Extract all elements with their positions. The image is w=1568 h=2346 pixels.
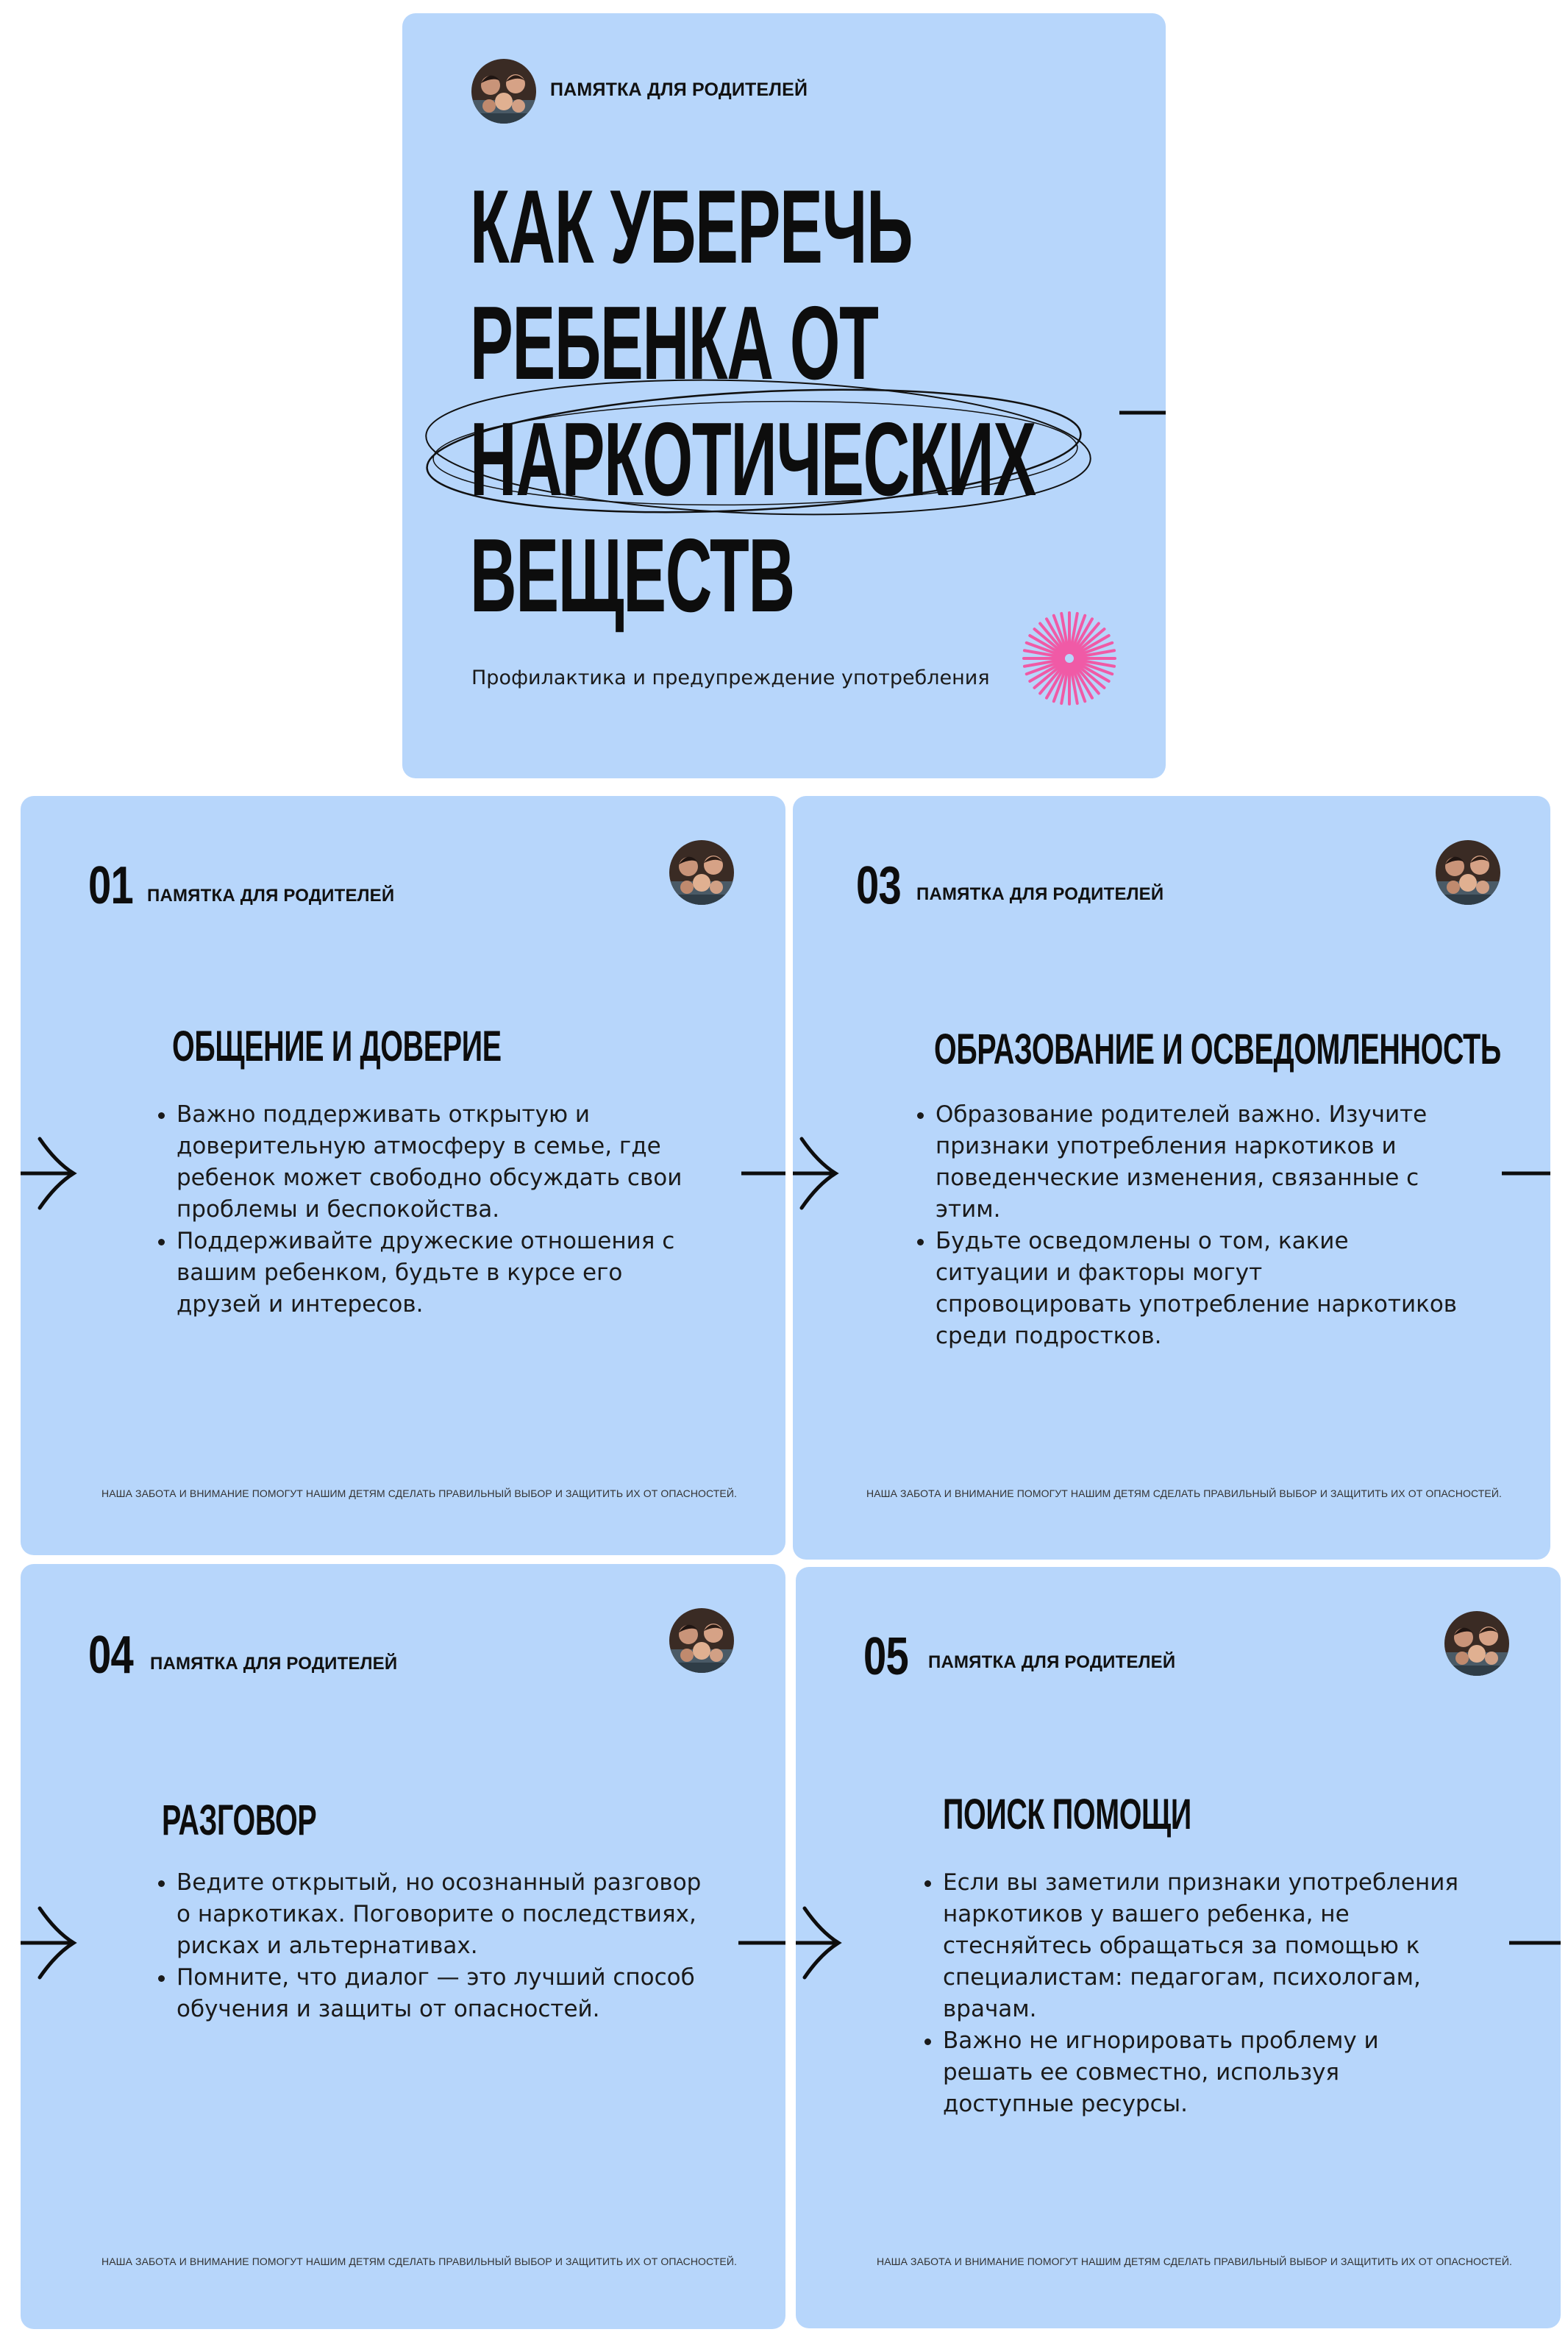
starburst-icon [1022,611,1117,706]
family-avatar [669,840,734,905]
cover-title [470,169,1036,634]
card-brand: ПАМЯТКА ДЛЯ РОДИТЕЛЕЙ [928,1652,1176,1672]
family-avatar [1436,840,1500,905]
card-bullets [154,1099,691,1320]
card-number: 05 [863,1627,908,1686]
card-footer: НАША ЗАБОТА И ВНИМАНИЕ ПОМОГУТ НАШИМ ДЕТЯМ СДЕЛАТЬ ПРАВИЛЬНЫЙ ВЫБОР И ЗАЩИТИТЬ ИХ ОТ ОПАСНОСТЕЙ. [101,2256,738,2267]
dash-icon [1509,1941,1561,1945]
list-item: • Образование родителей важно. Изучите признаки употребления наркотиков и поведенческие изменения, связанные с этим. [936,1099,1465,1226]
cover-title-line: НАРКОТИЧЕСКИХ [470,401,1036,518]
card-bullets [913,1099,1465,1352]
card-heading: ОБЩЕНИЕ И ДОВЕРИЕ [172,1023,502,1070]
cover-subtitle: Профилактика и предупреждение употребления [471,667,990,689]
list-item: • Помните, что диалог — это лучший способ обучения и защиты от опасностей. [177,1962,706,2025]
card-communication [21,796,785,1555]
card-brand: ПАМЯТКА ДЛЯ РОДИТЕЛЕЙ [916,884,1164,904]
card-education [793,796,1550,1560]
dash-icon [1119,410,1166,415]
card-number: 03 [856,856,901,915]
card-brand: ПАМЯТКА ДЛЯ РОДИТЕЛЕЙ [150,1654,398,1674]
arrow-right-icon [793,1133,841,1214]
list-item: • Поддерживайте дружеские отношения с вашим ребенком, будьте в курсе его друзей и интересов. [177,1226,691,1320]
cover-card [402,13,1166,778]
arrow-right-icon [21,1133,79,1214]
arrow-right-icon [796,1902,845,1983]
list-item: • Важно поддерживать открытую и доверительную атмосферу в семье, где ребенок может свободно обсуждать свои проблемы и беспокойства. [177,1099,691,1226]
dash-icon [738,1941,785,1945]
dash-icon [1502,1171,1550,1176]
card-bullets [921,1867,1472,2120]
list-item: • Важно не игнорировать проблему и решать ее совместно, используя доступные ресурсы. [943,2025,1472,2120]
cover-title-line: ВЕЩЕСТВ [470,517,794,634]
card-heading: РАЗГОВОР [162,1796,317,1844]
family-avatar [1444,1611,1509,1676]
card-footer: НАША ЗАБОТА И ВНИМАНИЕ ПОМОГУТ НАШИМ ДЕТЯМ СДЕЛАТЬ ПРАВИЛЬНЫЙ ВЫБОР И ЗАЩИТИТЬ ИХ ОТ ОПАСНОСТЕЙ. [866,1487,1503,1499]
list-item: • Если вы заметили признаки употребления наркотиков у вашего ребенка, не стесняйтесь обращаться за помощью к специалистам: педагогам, психологам, врачам. [943,1867,1472,2025]
cover-brand: ПАМЯТКА ДЛЯ РОДИТЕЛЕЙ [550,79,808,100]
card-heading: ОБРАЗОВАНИЕ И ОСВЕДОМЛЕННОСТЬ [934,1026,1501,1073]
cover-title-line: РЕБЕНКА ОТ [470,285,878,402]
card-conversation [21,1564,785,2329]
family-avatar [669,1608,734,1673]
list-item: • Будьте осведомлены о том, какие ситуации и факторы могут спровоцировать употребление наркотиков среди подростков. [936,1226,1465,1352]
arrow-right-icon [741,1133,785,1214]
card-bullets [154,1867,706,2025]
cover-title-line: КАК УБЕРЕЧЬ [470,168,913,285]
family-avatar [471,59,536,124]
card-brand: ПАМЯТКА ДЛЯ РОДИТЕЛЕЙ [147,886,395,906]
card-footer: НАША ЗАБОТА И ВНИМАНИЕ ПОМОГУТ НАШИМ ДЕТЯМ СДЕЛАТЬ ПРАВИЛЬНЫЙ ВЫБОР И ЗАЩИТИТЬ ИХ ОТ ОПАСНОСТЕЙ. [877,2256,1513,2267]
arrow-right-icon [21,1902,79,1983]
card-heading: ПОИСК ПОМОЩИ [943,1791,1191,1838]
card-number: 04 [88,1626,133,1685]
card-number: 01 [88,856,133,915]
list-item: • Ведите открытый, но осознанный разговор о наркотиках. Поговорите о последствиях, рисках и альтернативах. [177,1867,706,1962]
card-seeking-help [796,1567,1561,2328]
card-footer: НАША ЗАБОТА И ВНИМАНИЕ ПОМОГУТ НАШИМ ДЕТЯМ СДЕЛАТЬ ПРАВИЛЬНЫЙ ВЫБОР И ЗАЩИТИТЬ ИХ ОТ ОПАСНОСТЕЙ. [101,1487,738,1499]
